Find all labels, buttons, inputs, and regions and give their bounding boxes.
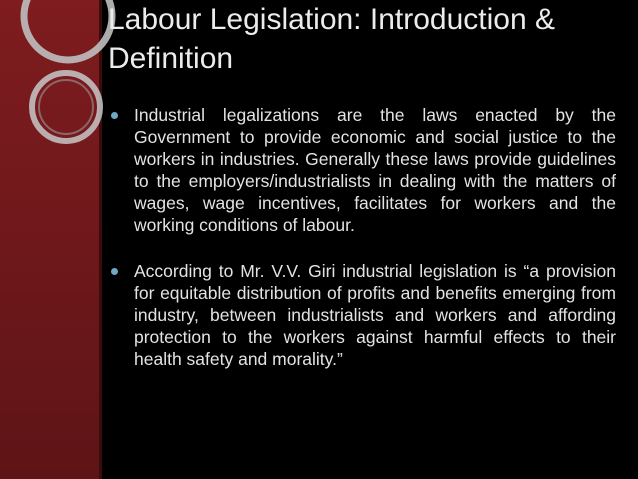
bullet-item: [108, 260, 616, 370]
bullet-text: Industrial legalizations are the laws enacted by the Government to provide economic and social justice to the workers in industries. Generally these laws provide guidelines to the employers/industrialists in dealing with the matters of wages, wage incentives, facilitates for workers and the working conditions of labour.: [134, 105, 616, 235]
decorative-ring-large: [24, 0, 112, 60]
slide-title: Labour Legislation: Introduction & Definition: [108, 3, 555, 75]
bullet-text: According to Mr. V.V. Giri industrial legislation is “a provision for equitable distribution of profits and benefits emerging from industry, between industrialists and workers and affording protection to the workers against harmful effects to their health safety and morality.”: [134, 261, 616, 369]
bullet-item: [108, 104, 616, 236]
bullet-dot-icon: [111, 268, 118, 275]
decorative-ring-mid: [32, 73, 100, 141]
bullet-list: [108, 104, 616, 370]
bullet-dot-icon: [111, 112, 118, 119]
decorative-ring-inner: [39, 80, 93, 134]
